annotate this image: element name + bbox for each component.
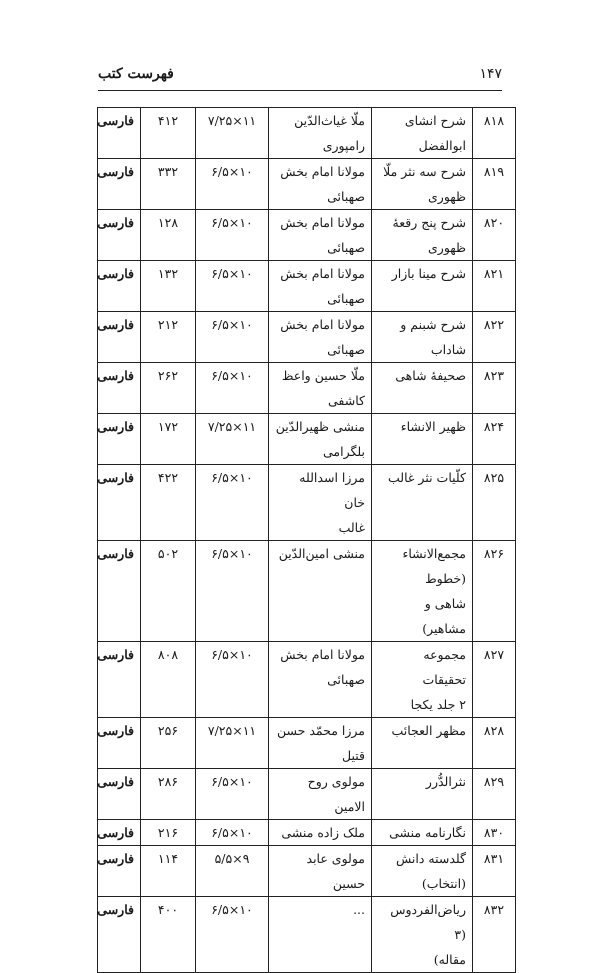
book-author — [269, 718, 372, 769]
book-title-line: ظهیر الانشاء — [400, 419, 466, 434]
table-row — [98, 210, 516, 261]
entry-number: ۸۲۶ — [473, 541, 516, 642]
table-row — [98, 108, 516, 159]
book-title — [372, 642, 473, 718]
book-author-line: صهبائی — [327, 240, 365, 255]
table-row — [98, 820, 516, 846]
page-count: ۱۷۲ — [141, 414, 196, 465]
table-row — [98, 312, 516, 363]
entry-number: ۸۱۹ — [473, 159, 516, 210]
page-count: ۴۲۲ — [141, 465, 196, 541]
page-count: ۱۲۸ — [141, 210, 196, 261]
book-title-line: ۲ جلد یکجا — [410, 697, 466, 712]
entry-number: ۸۱۸ — [473, 108, 516, 159]
page-count: ۲۸۶ — [141, 769, 196, 820]
page-count: ۳۳۲ — [141, 159, 196, 210]
entry-number: ۸۳۲ — [473, 897, 516, 973]
header-rule — [98, 90, 502, 91]
book-author — [269, 820, 372, 846]
entry-number: ۸۲۷ — [473, 642, 516, 718]
book-size: ۱۰×۶/۵ — [196, 261, 269, 312]
book-author-line: مولوی عابد حسین — [306, 851, 365, 891]
book-size: ۱۰×۶/۵ — [196, 897, 269, 973]
book-language: فارسی — [98, 897, 141, 973]
book-size: ۱۱×۷/۲۵ — [196, 718, 269, 769]
page-count: ۱۱۴ — [141, 846, 196, 897]
entry-number: ۸۲۲ — [473, 312, 516, 363]
page-number: ۱۴۷ — [479, 66, 502, 82]
book-size: ۱۰×۶/۵ — [196, 465, 269, 541]
table-row — [98, 261, 516, 312]
page-count: ۵۰۲ — [141, 541, 196, 642]
book-author-line: رامپوری — [322, 138, 365, 153]
page-count: ۴۱۲ — [141, 108, 196, 159]
book-title-line: ریاض‌الفردوس (۳ — [390, 902, 466, 942]
table-row — [98, 718, 516, 769]
book-author-line: منشی امین‌الدّین — [278, 546, 365, 561]
page-count: ۲۱۶ — [141, 820, 196, 846]
book-size: ۱۰×۶/۵ — [196, 820, 269, 846]
book-title — [372, 159, 473, 210]
book-size: ۱۰×۶/۵ — [196, 159, 269, 210]
book-author-line: مولوی روح الامین — [307, 774, 365, 814]
table-row — [98, 769, 516, 820]
book-title — [372, 820, 473, 846]
book-author-line: منشی ظهیرالدّین — [275, 419, 365, 434]
book-author-line: صهبائی — [327, 342, 365, 357]
entry-number: ۸۳۱ — [473, 846, 516, 897]
book-size: ۱۱×۷/۲۵ — [196, 414, 269, 465]
book-title — [372, 769, 473, 820]
book-author-line: مولانا امام بخش — [280, 266, 365, 281]
book-title-line: مجموعه تحقیقات — [422, 647, 466, 687]
book-title — [372, 541, 473, 642]
entry-number: ۸۲۹ — [473, 769, 516, 820]
book-title — [372, 897, 473, 973]
book-title-line: ظهوری — [428, 240, 466, 255]
book-author — [269, 159, 372, 210]
book-language: فارسی — [98, 312, 141, 363]
book-title-line: گلدسته دانش — [395, 851, 466, 866]
book-author-line: غالب — [338, 520, 365, 535]
table-row — [98, 414, 516, 465]
book-size: ۹×۵/۵ — [196, 846, 269, 897]
running-title: فهرست کتب — [98, 66, 174, 82]
book-size: ۱۰×۶/۵ — [196, 363, 269, 414]
book-size: ۱۰×۶/۵ — [196, 210, 269, 261]
book-author — [269, 897, 372, 973]
book-author-line: ... — [353, 902, 365, 917]
book-title — [372, 718, 473, 769]
book-title-line: ابوالفضل — [418, 138, 466, 153]
book-title-line: شاهی و مشاهیر) — [422, 596, 466, 636]
book-author — [269, 261, 372, 312]
book-author-line: صهبائی — [327, 291, 365, 306]
book-title — [372, 108, 473, 159]
entry-number: ۸۳۰ — [473, 820, 516, 846]
book-author-line: بلگرامی — [322, 444, 365, 459]
book-author — [269, 642, 372, 718]
book-language: فارسی — [98, 769, 141, 820]
book-language: فارسی — [98, 541, 141, 642]
book-title-line: کلّیات نثر غالب — [388, 470, 466, 485]
book-title — [372, 261, 473, 312]
book-author-line: مولانا امام بخش — [280, 647, 365, 662]
table-row — [98, 465, 516, 541]
table-row — [98, 363, 516, 414]
book-author — [269, 465, 372, 541]
book-size: ۱۰×۶/۵ — [196, 769, 269, 820]
book-title — [372, 465, 473, 541]
entry-number: ۸۲۱ — [473, 261, 516, 312]
book-title — [372, 846, 473, 897]
book-size: ۱۰×۶/۵ — [196, 642, 269, 718]
entry-number: ۸۲۵ — [473, 465, 516, 541]
book-author — [269, 769, 372, 820]
book-title-line: شرح شبنم و — [400, 317, 466, 332]
entry-number: ۸۲۸ — [473, 718, 516, 769]
book-title — [372, 414, 473, 465]
book-title-line: مقاله) — [433, 952, 466, 967]
book-size: ۱۰×۶/۵ — [196, 541, 269, 642]
book-language: فارسی — [98, 108, 141, 159]
book-title-line: شرح پنج رقعهٔ — [392, 215, 466, 230]
book-size: ۱۱×۷/۲۵ — [196, 108, 269, 159]
book-author — [269, 846, 372, 897]
book-author-line: ملّا غیاث‌الدّین — [294, 113, 365, 128]
book-title — [372, 363, 473, 414]
book-language: فارسی — [98, 718, 141, 769]
page-count: ۸۰۸ — [141, 642, 196, 718]
book-author — [269, 414, 372, 465]
book-language: فارسی — [98, 363, 141, 414]
table-row — [98, 897, 516, 973]
book-language: فارسی — [98, 261, 141, 312]
book-catalog-table — [97, 107, 516, 973]
book-author-line: کاشفی — [328, 393, 365, 408]
page-count: ۲۶۲ — [141, 363, 196, 414]
book-language: فارسی — [98, 820, 141, 846]
book-title-line: شرح مینا بازار — [391, 266, 466, 281]
entry-number: ۸۲۳ — [473, 363, 516, 414]
book-title — [372, 312, 473, 363]
book-author — [269, 108, 372, 159]
page-count: ۲۵۶ — [141, 718, 196, 769]
book-title-line: شرح سه نثر ملّا — [383, 164, 466, 179]
book-language: فارسی — [98, 414, 141, 465]
book-author-line: مرزا اسدالله خان — [299, 470, 365, 510]
table-row — [98, 846, 516, 897]
table-row — [98, 541, 516, 642]
page-count: ۱۳۲ — [141, 261, 196, 312]
book-author-line: مولانا امام بخش — [280, 215, 365, 230]
book-title-line: (انتخاب) — [421, 876, 466, 891]
entry-number: ۸۲۴ — [473, 414, 516, 465]
book-author — [269, 363, 372, 414]
book-title-line: نثرالدُّرر — [425, 774, 466, 789]
page-count: ۴۰۰ — [141, 897, 196, 973]
book-author — [269, 210, 372, 261]
book-author-line: مولانا امام بخش — [280, 317, 365, 332]
book-title-line: ظهوری — [428, 189, 466, 204]
book-author-line: ملّا حسین واعظ — [281, 368, 365, 383]
book-title — [372, 210, 473, 261]
book-author-line: ملک زاده منشی — [281, 825, 365, 840]
book-author-line: مرزا محمّد حسن قتیل — [277, 723, 365, 763]
book-title-line: شاداب — [430, 342, 466, 357]
book-language: فارسی — [98, 465, 141, 541]
book-author-line: صهبائی — [327, 189, 365, 204]
page-header — [98, 64, 502, 86]
book-language: فارسی — [98, 159, 141, 210]
book-title-line: مظهر العجائب — [391, 723, 466, 738]
book-language: فارسی — [98, 642, 141, 718]
book-title-line: نگارنامه منشی — [389, 825, 466, 840]
book-title-line: شرح انشای — [404, 113, 466, 128]
table-row — [98, 642, 516, 718]
book-title-line: مجمع‌الانشاء (خطوط — [402, 546, 466, 586]
book-language: فارسی — [98, 846, 141, 897]
table-row — [98, 159, 516, 210]
page-count: ۲۱۲ — [141, 312, 196, 363]
book-author — [269, 541, 372, 642]
book-author-line: صهبائی — [327, 672, 365, 687]
book-size: ۱۰×۶/۵ — [196, 312, 269, 363]
book-author — [269, 312, 372, 363]
book-language: فارسی — [98, 210, 141, 261]
book-author-line: مولانا امام بخش — [280, 164, 365, 179]
entry-number: ۸۲۰ — [473, 210, 516, 261]
book-title-line: صحیفهٔ شاهی — [395, 368, 466, 383]
